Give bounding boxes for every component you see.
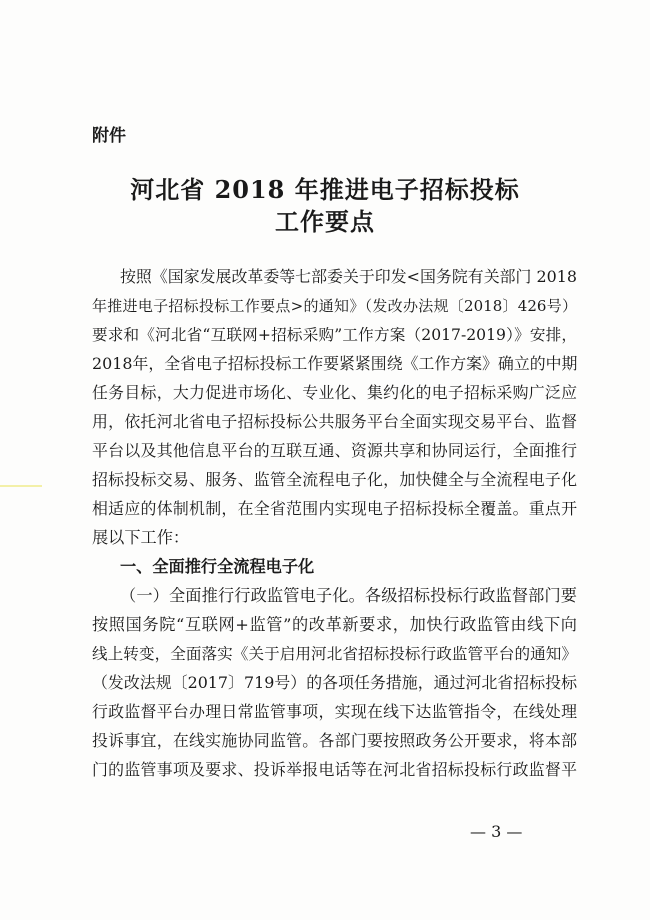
- paragraph-line: 平台以及其他信息平台的互联互通、资源共享和协同运行，全面推行: [92, 441, 577, 460]
- paragraph-line: 按照《国家发展改革委等七部委关于印发<国务院有关部门 2018: [120, 267, 577, 286]
- paragraph-line: 相适应的体制机制，在全省范围内实现电子招标投标全覆盖。重点开: [92, 499, 577, 518]
- paragraph-line: 行政监督平台办理日常监管事项，实现在线下达监管指令，在线处理: [92, 702, 577, 721]
- paragraph-line: 要求和《河北省“互联网+招标采购”工作方案（2017-2019）》安排，: [92, 326, 577, 344]
- paragraph-line: （一）全面推行行政监管电子化。各级招标投标行政监督部门要: [120, 586, 577, 605]
- paragraph-line: 年推进电子招标投标工作要点>的通知》（发改办法规〔2018〕426号）: [92, 297, 577, 315]
- section-heading: 一、全面推行全流程电子化: [120, 557, 315, 576]
- paragraph-line: 2018年，全省电子招标投标工作要紧紧围绕《工作方案》确立的中期: [92, 354, 578, 373]
- paragraph-line: 用，依托河北省电子招标投标公共服务平台全面实现交易平台、监督: [92, 412, 577, 431]
- page-number: — 3 —: [470, 822, 523, 841]
- paragraph-line: 展以下工作：: [92, 528, 190, 547]
- paragraph-line: 任务目标，大力促进市场化、专业化、集约化的电子招标采购广泛应: [92, 383, 577, 402]
- paragraph-line: 线上转变，全面落实《关于启用河北省招标投标行政监管平台的通知》: [92, 645, 577, 663]
- attachment-label: 附件: [92, 126, 126, 146]
- paragraph-line: 招标投标交易、服务、监管全流程电子化，加快健全与全流程电子化: [92, 470, 577, 489]
- paragraph-line: 门的监管事项及要求、投诉举报电话等在河北省招标投标行政监督平: [92, 760, 577, 779]
- document-title-line-1: 河北省 2018 年推进电子招标投标: [130, 175, 520, 204]
- margin-mark: [0, 485, 42, 487]
- document-title-line-2: 工作要点: [275, 207, 375, 236]
- paragraph-line: 按照国务院“互联网+监管”的改革新要求，加快行政监管由线下向: [92, 615, 577, 634]
- paragraph-line: 投诉事宜，在线实施协同监管。各部门要按照政务公开要求，将本部: [92, 731, 577, 750]
- paragraph-line: （发改法规〔2017〕719号）的各项任务措施，通过河北省招标投标: [92, 673, 577, 692]
